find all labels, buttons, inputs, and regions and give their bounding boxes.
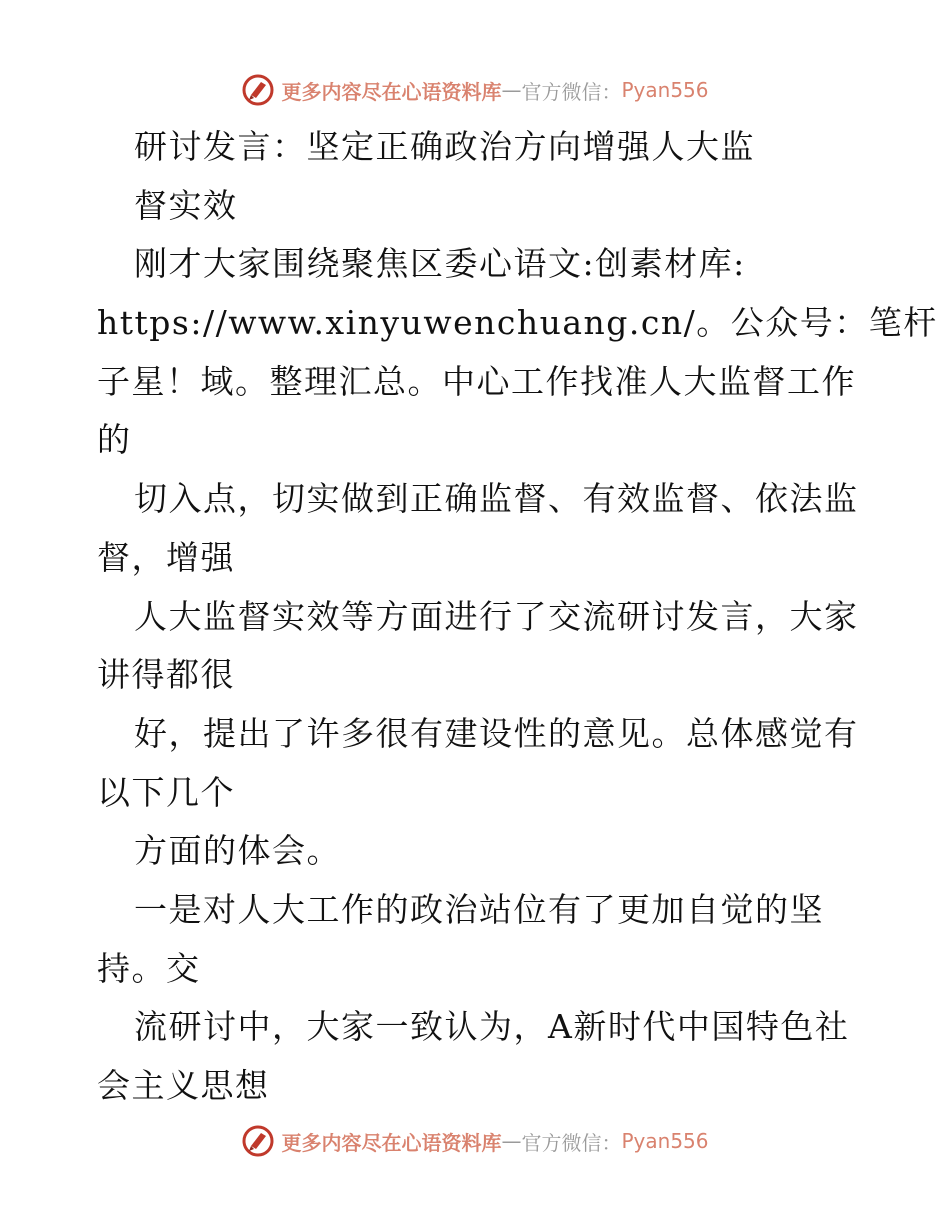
document-body xyxy=(97,118,938,1116)
doc-line: 切入点，切实做到正确监督、有效监督、依法监 xyxy=(134,479,859,519)
doc-line: 人大监督实效等方面进行了交流研讨发言，大家 xyxy=(134,596,859,636)
doc-line: 的 xyxy=(97,420,132,460)
watermark-dash: — xyxy=(501,78,522,102)
doc-line: 一是对人大工作的政治站位有了更加自觉的坚 xyxy=(134,889,824,929)
watermark-brand: 更多内容尽在心语资料库 xyxy=(281,1130,502,1155)
watermark-wechat-id: Pyan556 xyxy=(621,1129,709,1153)
watermark-wechat-id: Pyan556 xyxy=(621,78,709,102)
watermark-wechat-label: 官方微信： xyxy=(521,1130,622,1155)
doc-line: 子星！域。整理汇总。中心工作找准人大监督工作 xyxy=(97,361,856,401)
doc-line: 持。交 xyxy=(97,948,201,988)
doc-line: 会主义思想 xyxy=(97,1066,270,1105)
doc-line: 督，增强 xyxy=(97,537,235,577)
doc-line: 以下几个 xyxy=(97,772,235,812)
footer-watermark xyxy=(0,1121,950,1161)
doc-line: 好，提出了许多很有建设性的意见。总体感觉有 xyxy=(134,713,859,753)
doc-line: 讲得都很 xyxy=(97,655,235,695)
pen-logo-icon xyxy=(241,73,275,107)
doc-line: 方面的体会。 xyxy=(134,831,341,871)
doc-line: 刚才大家围绕聚焦区委心语文:创素材库: xyxy=(134,244,746,284)
watermark-dash: — xyxy=(501,1129,522,1153)
watermark-brand: 更多内容尽在心语资料库 xyxy=(281,79,502,104)
doc-line: 研讨发言：坚定正确政治方向增强人大监 xyxy=(134,127,755,166)
watermark-wechat-label: 官方微信： xyxy=(521,79,622,104)
doc-line: https://www.xinyuwenchuang.cn/。公众号：笔杆 xyxy=(97,303,938,343)
doc-line: 流研讨中，大家一致认为，A新时代中国特色社 xyxy=(134,1007,850,1047)
pen-logo-icon xyxy=(241,1124,275,1158)
doc-line: 督实效 xyxy=(134,185,238,225)
header-watermark xyxy=(0,70,950,110)
